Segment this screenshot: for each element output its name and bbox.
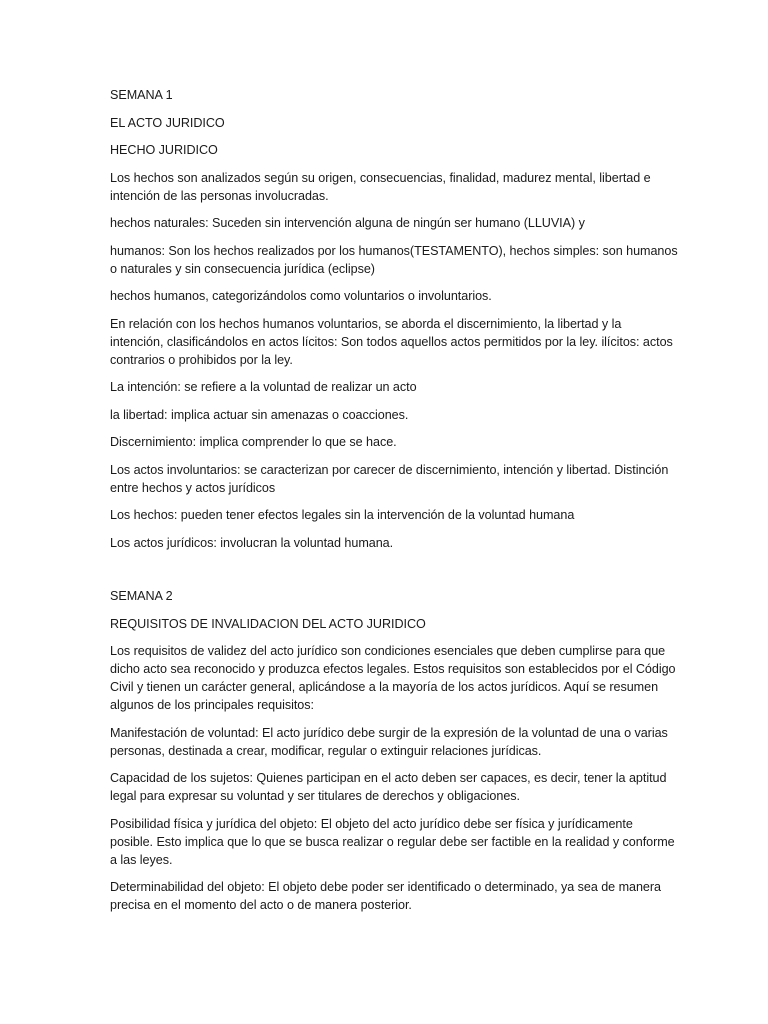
body-paragraph: Los hechos son analizados según su origen, consecuencias, finalidad, madurez mental, libertad e intención de las personas involucradas.	[110, 170, 651, 203]
body-paragraph: En relación con los hechos humanos voluntarios, se aborda el discernimiento, la libertad y la intención, clasificándolos en actos lícitos: Son todos aquellos actos permitidos por la ley. ilícitos: actos contrarios o prohibidos por la ley.	[110, 316, 673, 367]
body-paragraph: Los actos jurídicos: involucran la voluntad humana.	[110, 535, 394, 550]
body-paragraph: Capacidad de los sujetos: Quienes participan en el acto deben ser capaces, es decir, tener la aptitud legal para expresar su voluntad y ser titulares de derechos y obligaciones.	[110, 771, 667, 803]
week-heading: SEMANA 2	[110, 589, 173, 603]
body-paragraph: Manifestación de voluntad: El acto jurídico debe surgir de la expresión de la voluntad de una o varias personas, destinada a crear, modificar, regular o extinguir relaciones jurídicas.	[110, 725, 668, 758]
body-paragraph: Los requisitos de validez del acto jurídico son condiciones esenciales que deben cumplirse para que dicho acto sea reconocido y produzca efectos legales. Estos requisitos son establecidos por el Código Civil y tienen un carácter general, aplicándose a la mayoría de los actos jurídicos. Aquí se resumen algunos de los principales requisitos:	[110, 644, 676, 712]
body-paragraph: Posibilidad física y jurídica del objeto: El objeto del acto jurídico debe ser física y jurídicamente posible. Esto implica que lo que se busca realizar o regular debe ser factible en la realidad y conforme a las leyes.	[110, 816, 675, 867]
section-title: REQUISITOS DE INVALIDACION DEL ACTO JURIDICO	[110, 616, 426, 631]
section-title: EL ACTO JURIDICO	[110, 115, 225, 130]
body-paragraph: La intención: se refiere a la voluntad de realizar un acto	[110, 380, 417, 394]
body-paragraph: Los hechos: pueden tener efectos legales sin la intervención de la voluntad humana	[110, 508, 575, 522]
body-paragraph: humanos: Son los hechos realizados por los humanos(TESTAMENTO), hechos simples: son humanos o naturales y sin consecuencia jurídica (eclipse)	[110, 243, 678, 276]
section-spacer	[110, 561, 678, 587]
body-paragraph: la libertad: implica actuar sin amenazas o coacciones.	[110, 407, 409, 422]
section-subtitle: HECHO JURIDICO	[110, 143, 218, 157]
week-heading: SEMANA 1	[110, 88, 173, 102]
body-paragraph: hechos humanos, categorizándolos como voluntarios o involuntarios.	[110, 289, 492, 303]
body-paragraph: Determinabilidad del objeto: El objeto debe poder ser identificado o determinado, ya sea de manera precisa en el momento del acto o de manera posterior.	[110, 880, 661, 912]
body-paragraph: Los actos involuntarios: se caracterizan por carecer de discernimiento, intención y libertad. Distinción entre hechos y actos jurídicos	[110, 462, 669, 495]
body-paragraph: hechos naturales: Suceden sin intervención alguna de ningún ser humano (LLUVIA) y	[110, 216, 585, 230]
body-paragraph: Discernimiento: implica comprender lo que se hace.	[110, 435, 397, 449]
